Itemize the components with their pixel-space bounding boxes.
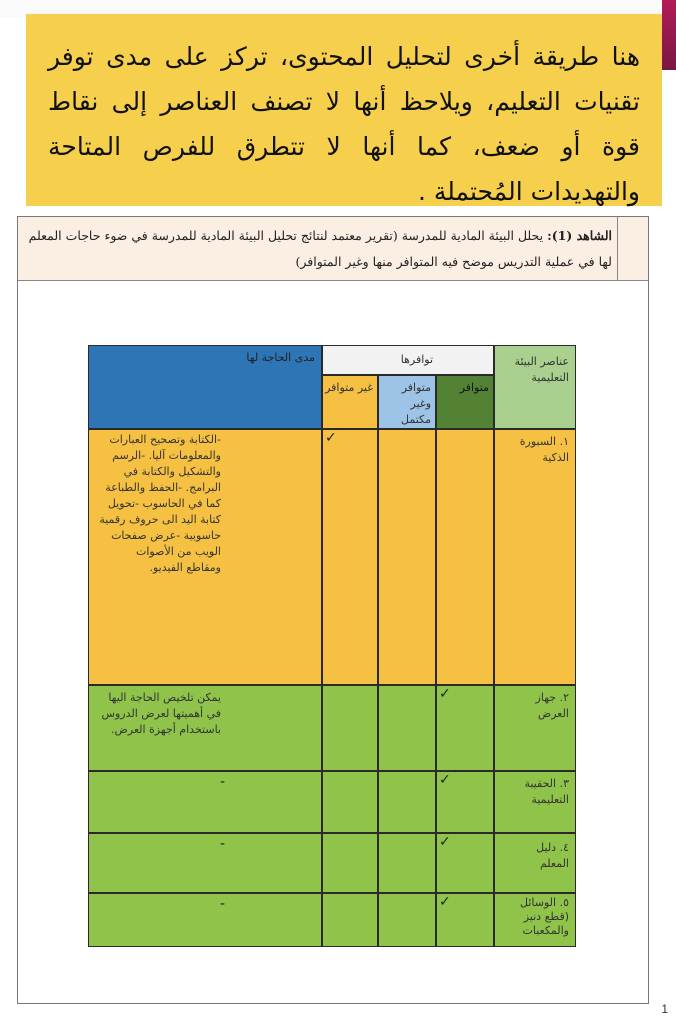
row5-element: [494, 893, 576, 947]
row1-available: [436, 429, 494, 685]
row2-element-text: ٢. جهاز العرض: [535, 691, 569, 720]
row3-element: [494, 771, 576, 833]
row5-partial: [378, 893, 436, 947]
row4-element-text: ٤. دليل المعلم: [536, 841, 569, 870]
row4-dash: -: [219, 836, 225, 852]
row2-available: [436, 685, 494, 771]
row5-dash: -: [219, 896, 225, 912]
header-need-label: مدى الحاجة لها: [246, 351, 315, 364]
header-not-available: [322, 375, 378, 429]
row1-element-text: ١. السبورة الذكية: [519, 435, 569, 464]
row5-check: ✓: [439, 894, 451, 910]
row1-partial: [378, 429, 436, 685]
row5-not-available: [322, 893, 378, 947]
header-need: [88, 345, 322, 429]
evidence-box: [18, 217, 648, 281]
row2-check: ✓: [439, 686, 451, 702]
header-partial: [378, 375, 436, 429]
header-available-label: متوافر: [459, 381, 489, 394]
row3-need: [88, 771, 322, 833]
row4-element: [494, 833, 576, 893]
row2-need: [88, 685, 322, 771]
header-available: [436, 375, 494, 429]
row5-element-text: ٥. الوسائل (قطع دنيز والمكعبات: [520, 896, 569, 937]
row2-element: [494, 685, 576, 771]
row1-need-text: -الكتابة وتصحيح العبارات والمعلومات آليا. -الرسم والتشكيل والكتابة في البرامج. -الحفظ والطباعة كما في الحاسوب -تحويل كتابة اليد الى حروف رقمية حاسوبية -عرض صفحات الويب من الأصوات ومقاطع الفيديو.: [99, 433, 221, 574]
row1-need: [88, 429, 322, 685]
analysis-table: [88, 345, 576, 943]
row3-element-text: ٣. الحقيبة التعليمية: [524, 777, 569, 806]
document-frame: [17, 216, 649, 1004]
row1-element: [494, 429, 576, 685]
row3-dash: -: [219, 774, 225, 790]
callout-text: هنا طريقة أخرى لتحليل المحتوى، تركز على مدى توفر تقنيات التعليم، ويلاحظ أنها لا تصنف العناصر إلى نقاط قوة أو ضعف، كما أنها لا تتطرق للفرص المتاحة والتهديدات المُحتملة .: [48, 42, 640, 206]
callout-box: [26, 14, 662, 206]
row2-not-available: [322, 685, 378, 771]
header-availability: [322, 345, 494, 375]
row5-need: [88, 893, 322, 947]
row3-available: [436, 771, 494, 833]
row3-check: ✓: [439, 772, 451, 788]
row4-available: [436, 833, 494, 893]
row1-check: ✓: [325, 430, 337, 446]
evidence-label: الشاهد (1):: [547, 228, 612, 243]
edge-decoration: [662, 0, 676, 70]
row3-partial: [378, 771, 436, 833]
row2-need-text: يمكن تلخيص الحاجة اليها في أهميتها لعرض الدروس باستخدام أجهزة العرض.: [101, 691, 221, 736]
header-not-available-label: غير متوافر: [325, 381, 373, 394]
header-partial-label: متوافر وغير مكتمل: [401, 381, 431, 426]
header-availability-label: توافرها: [400, 353, 433, 366]
page-number: 1: [661, 1002, 668, 1016]
row4-not-available: [322, 833, 378, 893]
row4-need: [88, 833, 322, 893]
row4-check: ✓: [439, 834, 451, 850]
row2-partial: [378, 685, 436, 771]
header-elements: [494, 345, 576, 429]
row3-not-available: [322, 771, 378, 833]
header-elements-label: عناصر البيئة التعليمية: [514, 355, 569, 384]
row5-available: [436, 893, 494, 947]
evidence-text: يحلل البيئة المادية للمدرسة (تقرير معتمد لنتائج تحليل البيئة المادية للمدرسة في ضوء حاجات المعلم لها في عملية التدريس موضح فيه المتوافر منها وغير المتوافر): [28, 228, 612, 269]
row1-not-available: [322, 429, 378, 685]
row4-partial: [378, 833, 436, 893]
evidence-divider: [617, 217, 618, 281]
